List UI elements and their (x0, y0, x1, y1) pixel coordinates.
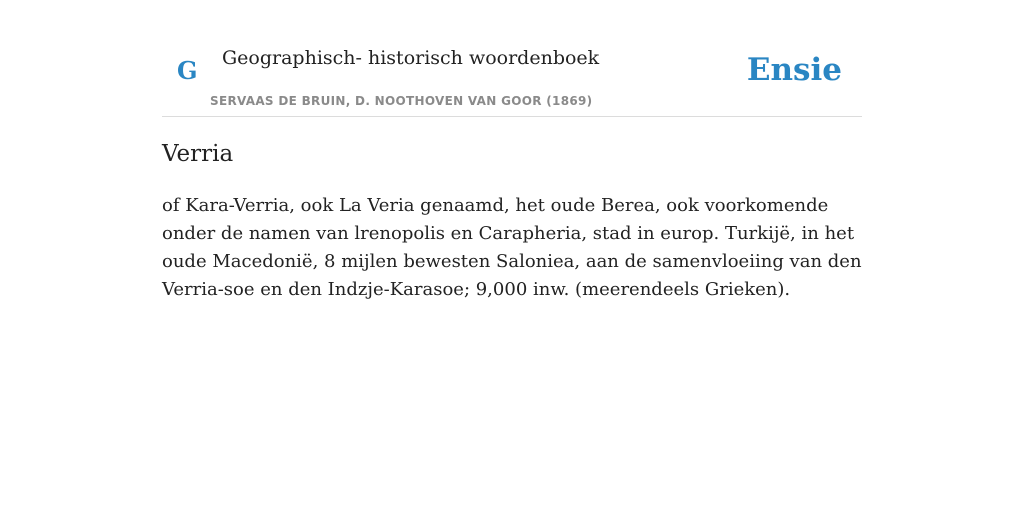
dictionary-header (162, 0, 862, 117)
entry-body: of Kara-Verria, ook La Veria genaamd, het oude Berea, ook voorkomende onder de namen van lrenopolis en Carapheria, stad in europ. Turkijë, in het oude Macedonië, 8 mijlen bewesten Saloniea, aan de samenvloeiing van den Verria-soe en den Indzje-Karasoe; 9,000 inw. (meerendeels Grieken). (162, 195, 862, 300)
book-letter-icon[interactable]: G (177, 56, 198, 85)
ensie-logo[interactable]: Ensie (746, 52, 842, 88)
book-title[interactable]: Geographisch- historisch woordenboek (222, 47, 600, 69)
entry-title: Verria (162, 141, 234, 167)
book-authors: SERVAAS DE BRUIN, D. NOOTHOVEN VAN GOOR (1869) (210, 94, 593, 108)
